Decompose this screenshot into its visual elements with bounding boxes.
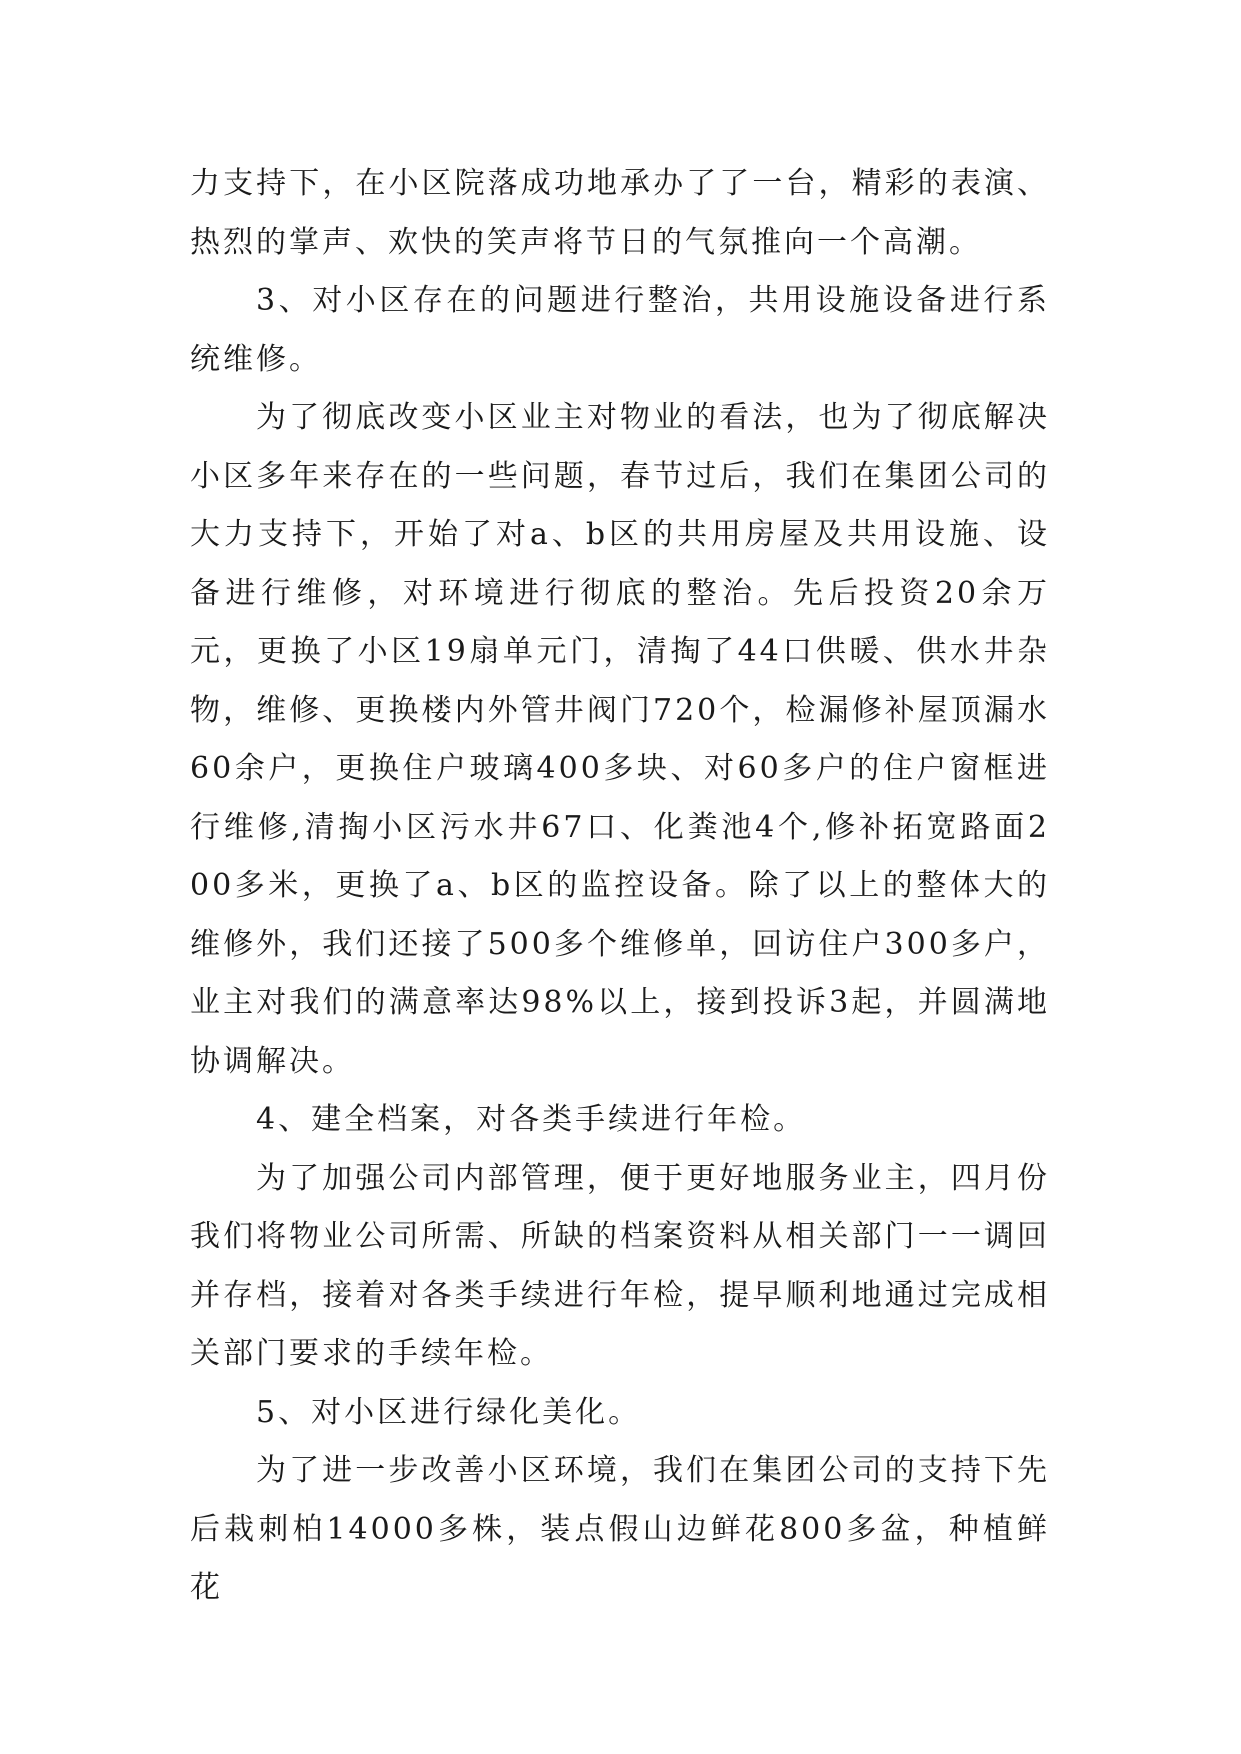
section-heading-4: 4、建全档案，对各类手续进行年检。 — [256, 1102, 807, 1137]
document-body — [190, 155, 1050, 1618]
paragraph-continuation: 力支持下，在小区院落成功地承办了了一台，精彩的表演、热烈的掌声、欢快的笑声将节日的气氛推向一个高潮。 — [190, 166, 1050, 260]
section-heading-5: 5、对小区进行绿化美化。 — [256, 1394, 642, 1430]
paragraph-archives: 为了加强公司内部管理，便于更好地服务业主，四月份我们将物业公司所需、所缺的档案资料从相关部门一一调回并存档，接着对各类手续进行年检，提早顺利地通过完成相关部门要求的手续年检。 — [190, 1160, 1050, 1371]
section-heading-3: 3、对小区存在的问题进行整治，共用设施设备进行系统维修。 — [190, 283, 1050, 377]
paragraph-greening: 为了进一步改善小区环境，我们在集团公司的支持下先后栽刺柏14000多株，装点假山边鲜花800多盆，种植鲜花 — [190, 1453, 1050, 1605]
paragraph-maintenance: 为了彻底改变小区业主对物业的看法，也为了彻底解决小区多年来存在的一些问题，春节过后，我们在集团公司的大力支持下，开始了对a、b区的共用房屋及共用设施、设备进行维修，对环境进行彻底的整治。先后投资20余万元，更换了小区19扇单元门，清掏了44口供暖、供水井杂物，维修、更换楼内外管井阀门720个，检漏修补屋顶漏水60余户，更换住户玻璃400多块、对60多户的住户窗框进行维修,清掏小区污水井67口、化粪池4个,修补拓宽路面200多米，更换了a、b区的监控设备。除了以上的整体大的维修外，我们还接了500多个维修单，回访住户300多户，业主对我们的满意率达98%以上，接到投诉3起，并圆满地协调解决。 — [190, 400, 1050, 1079]
